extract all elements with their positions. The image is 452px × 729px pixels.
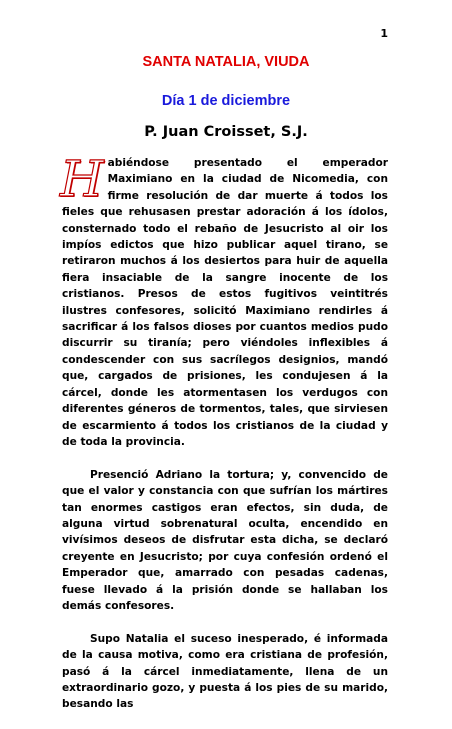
paragraph-2: Presenció Adriano la tortura; y, convencido de que el valor y constancia con que sufrían los mártires tan enormes castigos eran efectos, sin duda, de alguna virtud sobrenatural oculta, encendido en vivísimos deseos de disfrutar esta dicha, se declaró creyente en Jesucristo; por cuya confesión ordenó el Emperador que, amarrado con pesadas cadenas, fuese llevado á la prisión donde se hallaban los demás confesores.: [62, 468, 388, 612]
page-number: 1: [380, 27, 388, 40]
paragraph-3: Supo Natalia el suceso inesperado, é informada de la causa motiva, como era cristiana de profesión, pasó á la cárcel inmediatamente, llena de un extraordinario gozo, y puesta á los pies de su marido, besando las: [62, 632, 388, 711]
feast-date: Día 1 de diciembre: [161, 93, 291, 109]
document-title: SANTA NATALIA, VIUDA: [142, 54, 310, 70]
body-text: [60, 150, 388, 729]
paragraph-1-text: abiéndose presentado el emperador Maximiano en la ciudad de Nicomedia, con firme resolución de dar muerte á todos los fieles que rehusasen prestar adoración á los ídolos, consternado todo el rebaño de Jesucristo al oir los impíos edictos que hizo publicar aquel tirano, se retiraron muchos á los desiertos para huir de aquella fiera insaciable de la sangre inocente de los cristianos. Presos de estos fugitivos veintitrés ilustres confesores, solicitó Maximiano rendirles á sacrificar á los falsos dioses por cuantos medios pudo discurrir su tiranía; pero viéndoles inflexibles á condescender con sus sacrílegos designios, mandó que, cargados de prisiones, les condujesen á la cárcel, donde les atormentasen los verdugos con diferentes géneros de tormentos, tales, que sirviesen de escarmiento á todos los cristianos de la ciudad y de toda la provincia.: [62, 157, 388, 448]
paragraph-1: [60, 150, 388, 450]
author-name: P. Juan Croisset, S.J.: [144, 124, 308, 140]
drop-cap: H: [60, 150, 104, 208]
